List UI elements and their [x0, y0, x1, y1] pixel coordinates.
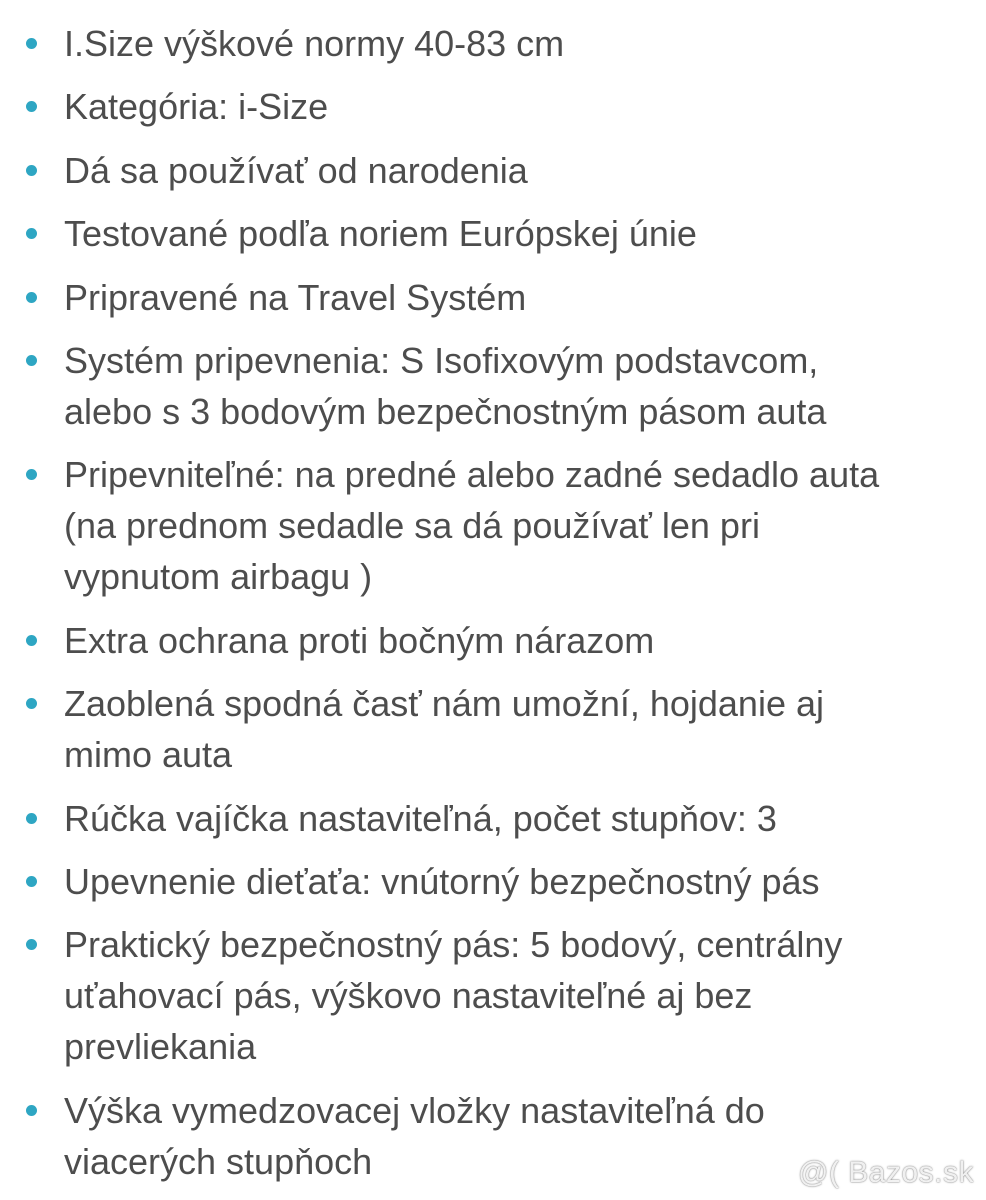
list-item [0, 272, 986, 323]
list-item [0, 81, 986, 132]
list-item-text: Testované podľa noriem Európskej únie [64, 213, 697, 255]
bullet-icon [26, 38, 37, 49]
list-item [0, 145, 986, 196]
list-item [0, 615, 986, 666]
list-item-text: Systém pripevnenia: S Isofixovým podstavcom, [64, 339, 819, 381]
list-item-text: alebo s 3 bodovým bezpečnostným pásom auta [64, 390, 827, 432]
bullet-icon [26, 355, 37, 366]
bullet-icon [26, 228, 37, 239]
bullet-icon [26, 698, 37, 709]
list-item-text: Extra ochrana proti bočným nárazom [64, 619, 655, 661]
bullet-icon [26, 292, 37, 303]
list-item-text: Praktický bezpečnostný pás: 5 bodový, centrálny [64, 924, 843, 966]
list-item-text: Dá sa používať od narodenia [64, 149, 528, 191]
list-item-text: uťahovací pás, výškovo nastaviteľné aj bez [64, 975, 753, 1017]
list-item-text: Rúčka vajíčka nastaviteľná, počet stupňov: 3 [64, 797, 777, 839]
list-item-text: Pripevniteľné: na predné alebo zadné sedadlo auta [64, 454, 880, 496]
list-item-text: prevliekania [64, 1026, 257, 1068]
list-item [0, 793, 986, 844]
list-item-text: I.Size výškové normy 40-83 cm [64, 23, 565, 64]
bullet-icon [26, 1105, 37, 1116]
list-item-text: viacerých stupňoch [64, 1140, 373, 1182]
feature-list [0, 18, 986, 1199]
list-item-text: vypnutom airbagu ) [64, 556, 373, 598]
list-item [0, 335, 986, 437]
list-item [0, 678, 986, 780]
list-item-text: Zaoblená spodná časť nám umožní, hojdanie aj [64, 683, 824, 725]
watermark: @( Bazos.sk [798, 1156, 974, 1189]
list-item-text: (na prednom sedadle sa dá používať len pri [64, 505, 760, 547]
bullet-icon [26, 813, 37, 824]
list-item-text: Výška vymedzovacej vložky nastaviteľná do [64, 1089, 765, 1131]
list-item [0, 18, 986, 69]
bullet-icon [26, 469, 37, 480]
bullet-icon [26, 165, 37, 176]
list-item [0, 919, 986, 1072]
list-item [0, 856, 986, 907]
bullet-icon [26, 876, 37, 887]
list-item [0, 449, 986, 602]
bullet-icon [26, 939, 37, 950]
bullet-icon [26, 635, 37, 646]
list-item [0, 208, 986, 259]
list-item-text: Pripravené na Travel Systém [64, 276, 527, 318]
bullet-icon [26, 101, 37, 112]
list-item-text: Kategória: i-Size [64, 86, 329, 128]
list-item-text: Upevnenie dieťaťa: vnútorný bezpečnostný pás [64, 860, 820, 902]
list-item-text: mimo auta [64, 734, 233, 776]
